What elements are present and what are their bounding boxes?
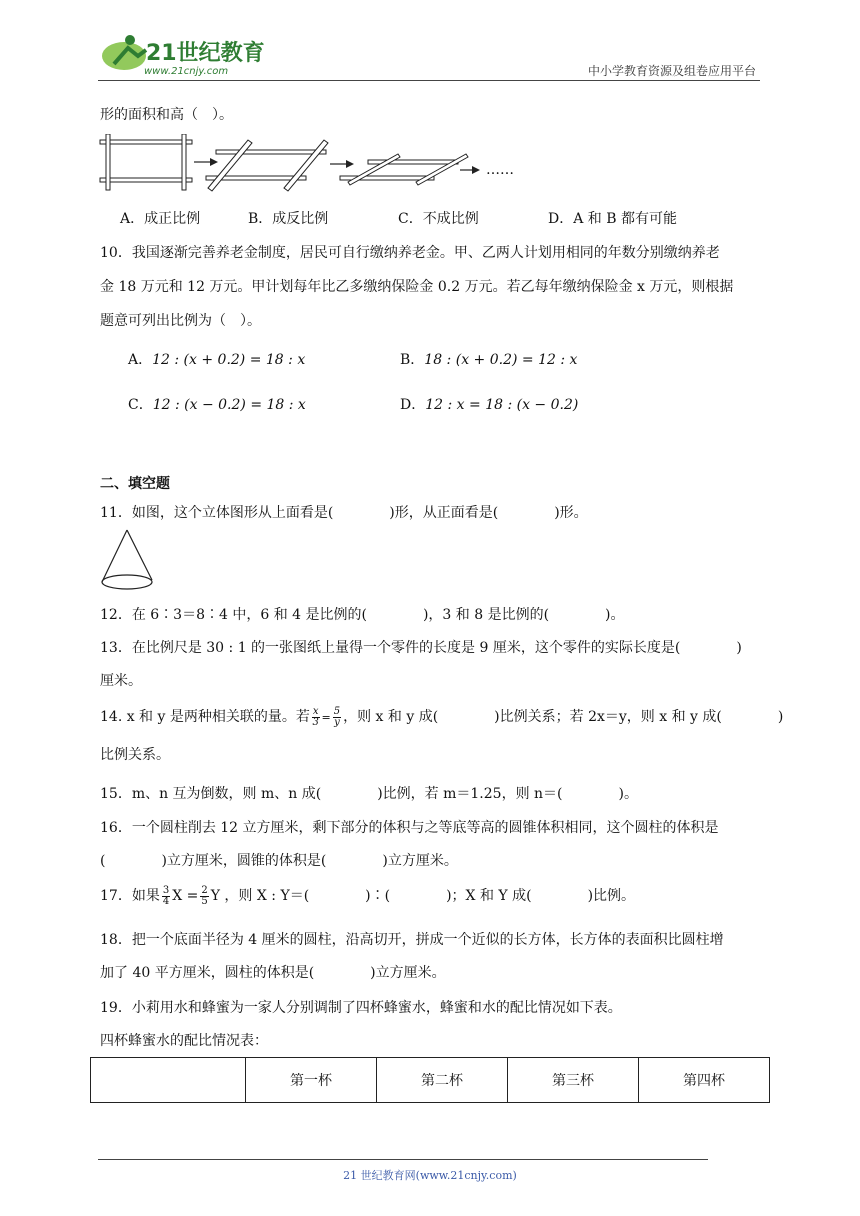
- table-header-cell: 第二杯: [377, 1058, 508, 1103]
- q17-frac2-den: 5: [201, 895, 208, 907]
- q14-fraction-2: [333, 707, 341, 728]
- footer-text[interactable]: 21 世纪教育网(www.21cnjy.com): [343, 1169, 517, 1182]
- q10-option-b[interactable]: [400, 349, 577, 369]
- q14-frac1-den: 3: [312, 716, 319, 728]
- q17-pre: 17．如果: [100, 888, 160, 904]
- q17-fraction-1: [162, 886, 170, 907]
- q9-option-a[interactable]: A．成正比例: [120, 211, 201, 227]
- q17-frac2-num: 2: [201, 884, 208, 896]
- q17-text: [100, 885, 635, 907]
- q14-fraction-1: [312, 707, 320, 728]
- q10-option-d-expr: 12 : x = 18 : (x − 0.2): [425, 397, 579, 413]
- q19-caption: 四杯蜂蜜水的配比情况表：: [100, 1033, 268, 1049]
- header-divider: [98, 80, 760, 81]
- table-header-cell: 第一杯: [246, 1058, 377, 1103]
- q17-fraction-2: [200, 886, 208, 907]
- table-header-cell: 第三杯: [508, 1058, 639, 1103]
- q14-frac1-num: x: [312, 705, 319, 717]
- q9-option-d[interactable]: D．A 和 B 都有可能: [548, 211, 677, 227]
- site-logo: [94, 30, 264, 80]
- q9-text: 形的面积和高（ ）。: [100, 107, 233, 123]
- q10-option-a-expr: 12 : (x + 0.2) = 18 : x: [152, 352, 306, 368]
- q10-option-d[interactable]: [400, 394, 578, 414]
- q11-text: 11．如图，这个立体图形从上面看是( )形，从正面看是( )形。: [100, 505, 588, 521]
- q17-mid: X =: [172, 888, 199, 904]
- q17-frac1-num: 3: [162, 884, 170, 896]
- q16-line-1: 16．一个圆柱削去 12 立方厘米，剩下部分的体积与之等底等高的圆锥体积相同，这个圆柱的体积是: [100, 820, 719, 836]
- q13-line-2: 厘米。: [100, 673, 142, 689]
- q19-line-1: 19．小莉用水和蜂蜜为一家人分别调制了四杯蜂蜜水，蜂蜜和水的配比情况如下表。: [100, 1000, 622, 1016]
- q10-option-b-expr: 18 : (x + 0.2) = 12 : x: [424, 352, 578, 368]
- q10-option-c-expr: 12 : (x − 0.2) = 18 : x: [152, 397, 306, 413]
- q10-option-a-label: A．: [128, 352, 153, 368]
- q16-line-2: ( )立方厘米，圆锥的体积是( )立方厘米。: [100, 853, 458, 869]
- q9-figure: [98, 134, 528, 198]
- honey-water-table: [90, 1057, 770, 1103]
- q14-line-1: [100, 706, 783, 728]
- q9-option-b[interactable]: B．成反比例: [248, 211, 329, 227]
- q9-option-c[interactable]: C．不成比例: [398, 211, 479, 227]
- logo-text: 21世纪教育: [146, 41, 264, 66]
- table-header-cell: [91, 1058, 246, 1103]
- section-title-fill-blank: 二、填空题: [100, 476, 170, 492]
- q14-post: ，则 x 和 y 成( )比例关系；若 2x＝y，则 x 和 y 成( ): [343, 709, 784, 725]
- table-header-row: [91, 1058, 770, 1103]
- q14-line-2: 比例关系。: [100, 747, 170, 763]
- q14-pre: 14. x 和 y 是两种相关联的量。若: [100, 709, 310, 725]
- q18-line-2: 加了 40 平方厘米，圆柱的体积是( )立方厘米。: [100, 965, 446, 981]
- q15-text: 15．m、n 互为倒数，则 m、n 成( )比例，若 m＝1.25，则 n＝( )。: [100, 786, 638, 802]
- q14-frac2-den: y: [334, 716, 340, 728]
- q9-ellipsis: ……: [486, 162, 514, 178]
- q10-option-d-label: D．: [400, 397, 426, 413]
- q10-option-c-label: C．: [128, 397, 153, 413]
- q14-frac2-num: 5: [333, 705, 341, 717]
- q10-line-2: 金 18 万元和 12 万元。甲计划每年比乙多缴纳保险金 0.2 万元。若乙每年缴纳保险金 x 万元，则根据: [100, 279, 734, 295]
- q10-option-c[interactable]: [128, 394, 306, 414]
- logo-url: www.21cnjy.com: [144, 66, 229, 77]
- q17-frac1-den: 4: [162, 895, 170, 907]
- footer-divider: [98, 1159, 708, 1160]
- platform-title: 中小学教育资源及组卷应用平台: [587, 64, 756, 78]
- q18-line-1: 18．把一个底面半径为 4 厘米的圆柱，沿高切开，拼成一个近似的长方体，长方体的表面积比圆柱增: [100, 932, 724, 948]
- cone-figure: [100, 528, 156, 596]
- q13-line-1: 13．在比例尺是 30 : 1 的一张图纸上量得一个零件的长度是 9 厘米，这个零件的实际长度是( ): [100, 640, 742, 656]
- q14-eq: =: [321, 711, 331, 724]
- q10-option-b-label: B．: [400, 352, 425, 368]
- table-header-cell: 第四杯: [639, 1058, 770, 1103]
- q10-line-3: 题意可列出比例为（ ）。: [100, 313, 261, 329]
- q17-post: Y ，则 X : Y＝( )∶( )；X 和 Y 成( )比例。: [210, 888, 636, 904]
- q10-option-a[interactable]: [128, 349, 305, 369]
- q12-text: 12．在 6∶3＝8∶4 中，6 和 4 是比例的( )，3 和 8 是比例的( )。: [100, 607, 625, 623]
- q10-line-1: 10．我国逐渐完善养老金制度，居民可自行缴纳养老金。甲、乙两人计划用相同的年数分别缴纳养老: [100, 245, 720, 261]
